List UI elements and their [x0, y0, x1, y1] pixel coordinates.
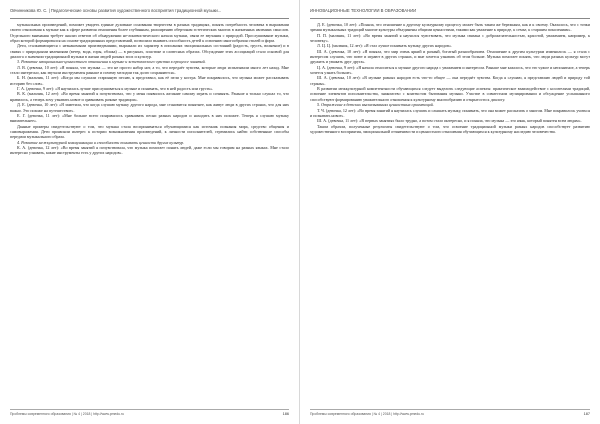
paragraph: Данные примеры свидетельствуют о том, что музыка стала восприниматься обучающимися как источник познания мира, средство общения и самовыражения. Дети проявляли интерес к истории возникновения произведений, к личности исполнителей, стремились найти собственные способы передачи музыкального образа.: [10, 123, 289, 140]
paragraph: Таким образом, полученные результаты свидетельствуют о том, что освоение традиционной музыки разных народов способствует развитию художественного восприятия, эмоциональной отзывчивости и ценностного отношения обучающихся к культурному наследию человечества.: [310, 123, 590, 134]
paragraph: П. П. (мальчик, 11 лет): «Во время занятий я научился чувствовать, что музыка связана с доброжелательностью, красотой, уважением, например, к человеку».: [310, 32, 590, 44]
right-page-number: 187: [583, 412, 590, 416]
section-heading: 5. Отражение в детских высказываниях ценностных ориентаций.: [317, 102, 434, 108]
paragraph: В. К. (мальчик, 12 лет): «Во время занятий я почувствовал, что у меня появилось желание самому играть и сочинять. Раньше я только слушал то, что нравилось, а теперь хочу узнавать новое и сравнивать разные традиции».: [10, 91, 289, 102]
paragraph: Т. Ч. (девочка, 12 лет): «Во время занятий я научилась слушать и слышать музыку, понимать, что она может рассказать о многом. Мне понравилось учиться и познавать новое».: [310, 107, 590, 118]
left-footer-text: Проблемы современного образования | № 4 | 2018 | http://www.pmedu.ru: [10, 412, 125, 416]
right-page: [300, 0, 600, 424]
left-running-header: Овчинникова Ю. С. | Педагогические основы развития художественного восприятия традиционной музыки...: [10, 6, 289, 19]
left-page-number: 186: [282, 412, 289, 416]
paragraph: Д. Е. (девочка, 10 лет): «Я заметила, что когда слушаю музыку другого народа, мне становится понятнее, как живут люди в других странах, что для них важно. Это похоже на путешествие».: [10, 102, 289, 113]
right-footer-text: Проблемы современного образования | № 4 | 2018 | http://www.pmedu.ru: [310, 412, 425, 416]
paragraph: Б. Н. (мальчик, 11 лет): «Когда мы слушали старинную песню, я представил, как её пели у костра. Мне понравилось, что музыка может рассказывать историю без слов».: [10, 75, 289, 86]
paragraph: Ш. А. (девочка, 11 лет): «В первых занятиях было трудно, а потом стало интересно, и я поняла, что музыка — это язык, который понятен всем людям».: [317, 118, 582, 124]
paragraph: К. А. (девочка, 12 лет): «Во время занятий я почувствовала, что музыка помогает понять людей, даже если мы говорим на разных языках. Мне стало интересно узнавать, какие инструменты есть у других народов».: [10, 144, 289, 156]
paragraph: Ц. А. (девочка, 9 лет): «Я начала относиться к музыке другого народа с уважением и интересом. Раньше мне казалось, что это чужое и непонятное, а теперь хочется узнать больше».: [310, 64, 590, 76]
paragraph: Д. Е. (девочка, 10 лет): «Поняла, что отношение к другому культурному процессу может быть таким же бережным, как и к своему. Оказалось, что с точки зрения музыкальных традиций многие культуры объединены общими ценностями, такими как уважение к природе, к семье, к старшим поколениям».: [310, 22, 590, 33]
paragraph: музыкальных произведений, поможет увидеть единые духовные основания творчества в разных традициях, понять потребность человека в выражении своего отношения к музыке как к сфере развития отношения более глубинным, расширению обертонам эстетических многих в жизненных явлениях смыслов. Отдельного внимания требует анализ ответов об обнаружении не-лингвистического начала музыки, связи ее звучания с природой. Прослушивание музыки, образ которой формировался на основе традиционных представлений, позволило выявить способность детей к освоению многообразия стилей и форм.: [10, 22, 289, 44]
paragraph: Г. А. (девочка, 9 лет): «Я научилась лучше прислушиваться к музыке и понимать, что в ней радость или грусть».: [17, 86, 214, 92]
paragraph: Л. Ц. Ц. (мальчик, 12 лет): «Я стал лучше понимать музыку других народов».: [317, 43, 453, 49]
left-page-body: [10, 22, 289, 406]
paragraph: Л. В. (девочка, 10 лет): «Я поняла, что музыка — это не просто набор нот, а то, что передаёт чувства, которые люди испытывали много лет назад. Мне стало интересно, как звучали инструменты раньше и почему мелодии так долго сохраняются».: [10, 64, 289, 76]
paragraph: Ш. А. (девочка, 10 лет): «Я поняла, что мир очень яркий и разный, богатый разнообразием. Отношение к другим культурам изменилось — я стала с интересом слушать, что поют и играют в других странах, и мне хочется узнавать об этом больше. Музыка помогает понять, что люди разных культур могут дружить и уважать друг друга».: [310, 48, 590, 65]
paragraph: Дети, сталкивающиеся с незнакомыми произведениями, выражали их характер в описаниях эмоциональных состояний (радость, грусть, волнение) и в связях с природными явлениями (ветер, вода, горы, облака) — в рисунках, пластике и словесных образах. Обсуждение этих ассоциаций стало основой для диалога о значении традиционной музыки в жизни людей разных эпох и культур.: [10, 43, 289, 60]
section-heading: 4. Развитие межкультурной коммуникации и способности понимать ценности других культур.: [17, 139, 185, 145]
paragraph: В развитии межкультурной компетентности обучающихся следует выделить следующие аспекты: практическое взаимодействие с носителями традиций, освоение элементов исполнительства, знакомство с контекстом бытования музыки. Участие в совместном музицировании и обсуждение услышанного способствуют формированию уважительного отношения к культурному многообразию и открытости к диалогу.: [310, 86, 590, 102]
right-running-header: ИННОВАЦИОННЫЕ ТЕХНОЛОГИИ В ОБРАЗОВАНИИ: [310, 6, 590, 19]
section-heading: 3. Развитие эмоционально-ценностного отношения к музыке и эстетического чувства в процессе занятий.: [17, 59, 206, 65]
paragraph: Ш. А. (девочка, 10 лет): «В музыке разных народов есть что-то общее — она передаёт чувства. Когда я слушаю, я представляю людей и природу той страны».: [310, 75, 590, 86]
paragraph: Е. Г. (девочка, 11 лет): «Мне больше всего понравилось сравнивать песни разных народов и находить в них похожее. Теперь я слушаю музыку внимательнее».: [10, 112, 289, 124]
left-footer: [10, 409, 289, 418]
right-footer: [310, 409, 590, 418]
right-page-body: [310, 22, 590, 406]
